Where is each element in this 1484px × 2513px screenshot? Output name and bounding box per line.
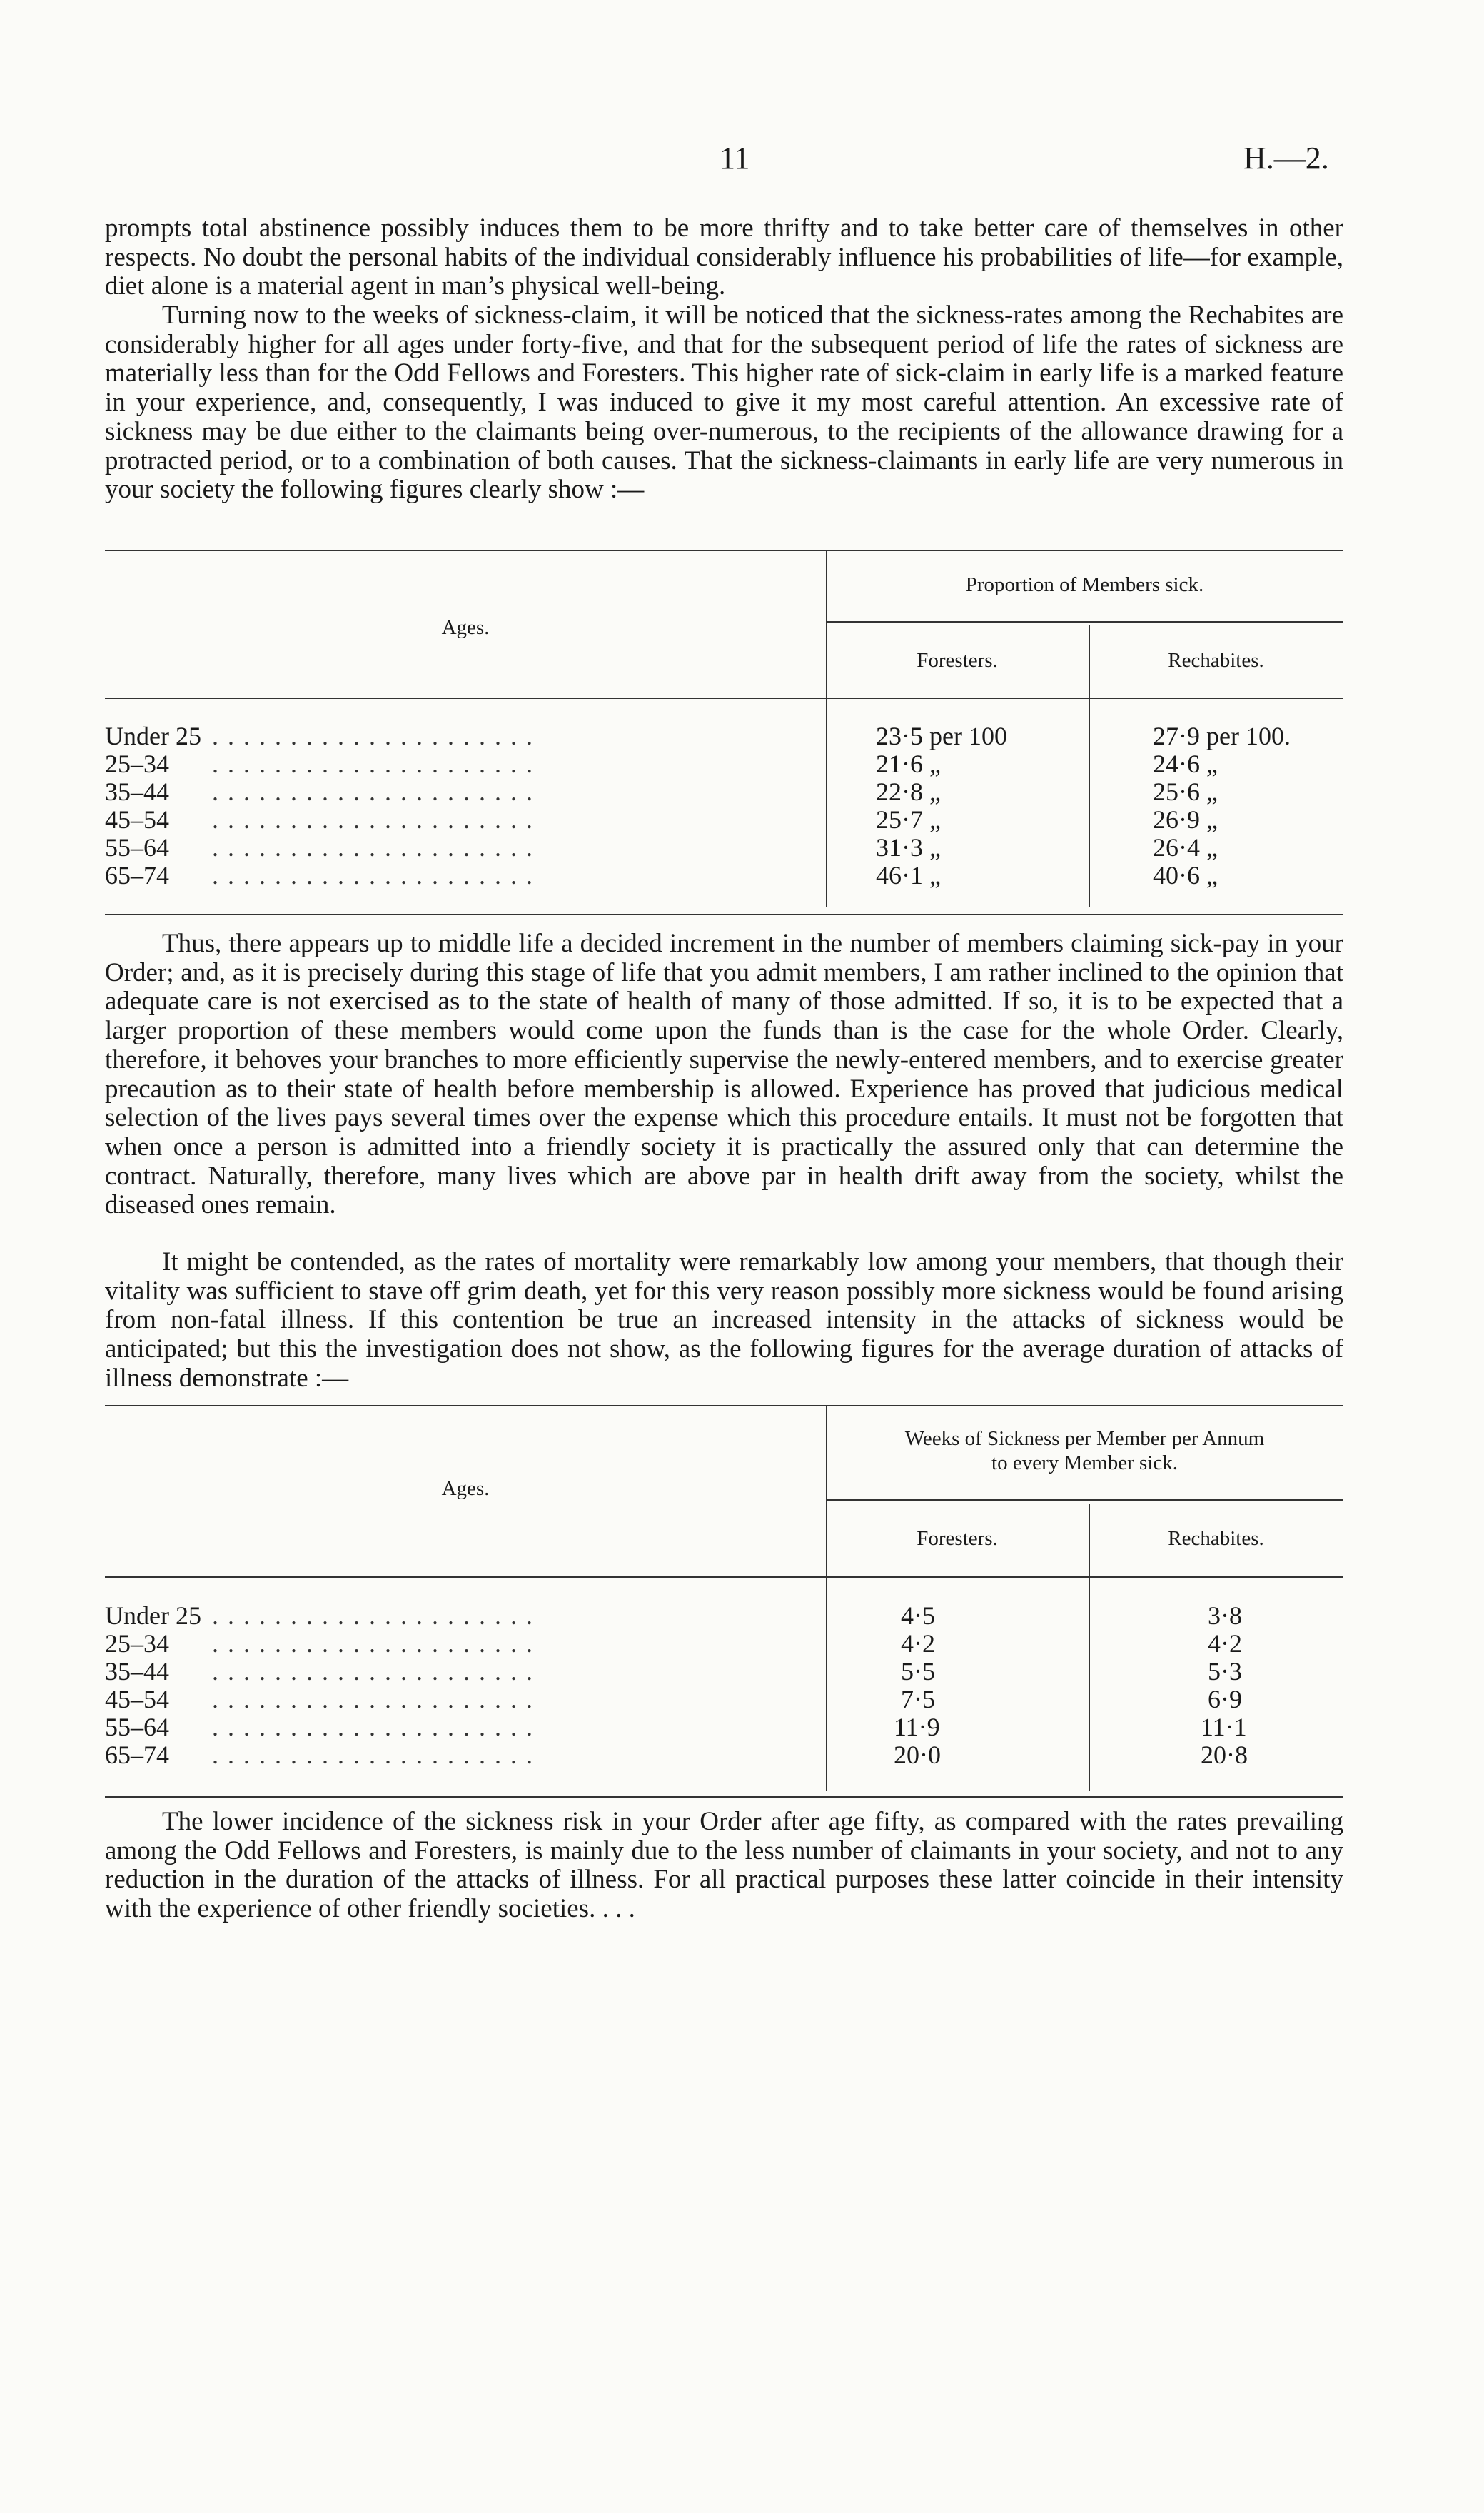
table-row: [105, 1601, 1343, 1628]
ages-header: Ages.: [441, 1477, 490, 1500]
foresters-cell: 11·9: [894, 1713, 940, 1741]
age-cell: Under 25: [105, 722, 201, 750]
leader-dots: . . . . . . . . . . . . . . . . . . . . .: [212, 1741, 534, 1769]
foresters-cell: 21·6 „: [876, 750, 941, 778]
weeks-sickness-table: [105, 1405, 1343, 1805]
table-top-rule: [105, 1405, 1343, 1406]
leader-dots: . . . . . . . . . . . . . . . . . . . . .: [212, 1601, 534, 1630]
age-cell: 35–44: [105, 777, 169, 806]
leader-dots: . . . . . . . . . . . . . . . . . . . . .: [212, 1629, 534, 1658]
table-row: [105, 721, 1343, 749]
rechabites-cell: 26·9 „: [1153, 805, 1218, 834]
table-bottom-rule: [105, 914, 1343, 915]
table-group-rule: [826, 621, 1343, 623]
table-row: [105, 1712, 1343, 1740]
paragraph-1: prompts total abstinence possibly induces them to be more thrifty and to take better care of themselves in other respects. No doubt the personal habits of the individual considerably influence his probabilities of life—for example, diet alone is a material agent in man’s physical well-being.: [105, 213, 1343, 301]
table-row: [105, 1740, 1343, 1768]
rechabites-cell: 20·8: [1201, 1741, 1248, 1769]
group-header-line1: Weeks of Sickness per Member per Annum: [904, 1427, 1265, 1450]
rechabites-header: Rechabites.: [1168, 1527, 1264, 1550]
rechabites-cell: 24·6 „: [1153, 750, 1218, 778]
leader-dots: . . . . . . . . . . . . . . . . . . . . .: [212, 722, 534, 750]
table-bottom-rule: [105, 1796, 1343, 1798]
document-code: H.—2.: [1243, 141, 1329, 176]
foresters-cell: 23·5 per 100: [876, 722, 1007, 750]
foresters-cell: 20·0: [894, 1741, 941, 1769]
foresters-header: Foresters.: [917, 1527, 998, 1550]
foresters-cell: 31·3 „: [876, 833, 941, 862]
table-header-rule: [105, 698, 1343, 699]
foresters-cell: 5·5: [901, 1657, 935, 1686]
rechabites-header: Rechabites.: [1168, 649, 1264, 672]
leader-dots: . . . . . . . . . . . . . . . . . . . . .: [212, 750, 534, 778]
rechabites-cell: 26·4 „: [1153, 833, 1218, 862]
leader-dots: . . . . . . . . . . . . . . . . . . . . .: [212, 833, 534, 862]
leader-dots: . . . . . . . . . . . . . . . . . . . . .: [212, 805, 534, 834]
leader-dots: . . . . . . . . . . . . . . . . . . . . .: [212, 1713, 534, 1741]
foresters-header: Foresters.: [917, 649, 998, 672]
proportion-sick-table: [105, 550, 1343, 921]
ages-header: Ages.: [441, 616, 490, 639]
age-cell: 25–34: [105, 750, 169, 778]
leader-dots: . . . . . . . . . . . . . . . . . . . . .: [212, 1657, 534, 1686]
paragraph-2: Turning now to the weeks of sickness-claim, it will be noticed that the sickness-rates among the Rechabites are considerably higher for all ages under forty-five, and that for the subsequent period of life the rates of sickness are materially less than for the Odd Fellows and Foresters. This higher rate of sick-claim in early life is a marked feature in your experience, and, consequently, I was induced to give it my most careful attention. An excessive rate of sickness may be due either to the claimants being over-numerous, to the recipients of the allowance drawing for a protracted period, or to a combination of both causes. That the sickness-claimants in early life are very numerous in your society the following figures clearly show :—: [105, 301, 1343, 505]
rechabites-cell: 6·9: [1208, 1685, 1242, 1713]
table-top-rule: [105, 550, 1343, 551]
rechabites-cell: 25·6 „: [1153, 777, 1218, 806]
rechabites-cell: 4·2: [1208, 1629, 1242, 1658]
foresters-cell: 46·1 „: [876, 861, 941, 890]
leader-dots: . . . . . . . . . . . . . . . . . . . . .: [212, 861, 534, 890]
table-row: [105, 777, 1343, 805]
age-cell: 55–64: [105, 833, 169, 862]
age-cell: 35–44: [105, 1657, 169, 1686]
age-cell: 25–34: [105, 1629, 169, 1658]
table-row: [105, 860, 1343, 888]
rechabites-cell: 5·3: [1208, 1657, 1242, 1686]
paragraph-4: It might be contended, as the rates of mortality were remarkably low among your members, that though their vitality was sufficient to stave off grim death, yet for this very reason possibly more sickness would be found arising from non-fatal illness. If this contention be true an increased intensity in the attacks of sickness would be anticipated; but this the investigation does not show, as the following figures for the average duration of attacks of illness demonstrate :—: [105, 1247, 1343, 1393]
paragraph-3: Thus, there appears up to middle life a decided increment in the number of members claiming sick-pay in your Order; and, as it is precisely during this stage of life that you admit members, I am rather inclined to the opinion that adequate care is not exercised as to the state of health of many of those admitted. If so, it is to be expected that a larger proportion of these members would come upon the funds than is the case for the whole Order. Clearly, therefore, it behoves your branches to more efficiently supervise the newly-entered members, and to exercise greater precaution as to their state of health before membership is allowed. Experience has proved that judicious medical selection of the lives pays several times over the expense which this procedure entails. It must not be forgotten that when once a person is admitted into a friendly society it is practically the assured only that can determine the contract. Naturally, therefore, many lives which are above par in health drift away from the society, whilst the diseased ones remain.: [105, 929, 1343, 1220]
age-cell: 65–74: [105, 1741, 169, 1769]
group-header: Proportion of Members sick.: [965, 573, 1204, 596]
table-row: [105, 805, 1343, 832]
group-header-line2: to every Member sick.: [991, 1451, 1178, 1474]
age-cell: 45–54: [105, 1685, 169, 1713]
rechabites-cell: 11·1: [1201, 1713, 1247, 1741]
table-row: [105, 832, 1343, 860]
page-header: [0, 140, 1484, 183]
foresters-cell: 22·8 „: [876, 777, 941, 806]
table-row: [105, 1684, 1343, 1712]
age-cell: 55–64: [105, 1713, 169, 1741]
age-cell: 45–54: [105, 805, 169, 834]
foresters-cell: 4·5: [901, 1601, 935, 1630]
table-group-rule: [826, 1499, 1343, 1501]
table-row: [105, 749, 1343, 777]
foresters-cell: 7·5: [901, 1685, 935, 1713]
age-cell: Under 25: [105, 1601, 201, 1630]
rechabites-cell: 40·6 „: [1153, 861, 1218, 890]
foresters-cell: 4·2: [901, 1629, 935, 1658]
table-header-rule: [105, 1576, 1343, 1578]
age-cell: 65–74: [105, 861, 169, 890]
table-row: [105, 1656, 1343, 1684]
rechabites-cell: 27·9 per 100.: [1153, 722, 1291, 750]
paragraph-5: The lower incidence of the sickness risk in your Order after age fifty, as compared with the rates prevailing among the Odd Fellows and Foresters, is mainly due to the less number of claimants in your society, and not to any reduction in the duration of the attacks of illness. For all practical purposes these latter coincide in their intensity with the experience of other friendly societies. . . .: [105, 1807, 1343, 1924]
page-number: 11: [720, 141, 750, 176]
leader-dots: . . . . . . . . . . . . . . . . . . . . .: [212, 1685, 534, 1713]
table-row: [105, 1628, 1343, 1656]
foresters-cell: 25·7 „: [876, 805, 941, 834]
leader-dots: . . . . . . . . . . . . . . . . . . . . .: [212, 777, 534, 806]
rechabites-cell: 3·8: [1208, 1601, 1242, 1630]
